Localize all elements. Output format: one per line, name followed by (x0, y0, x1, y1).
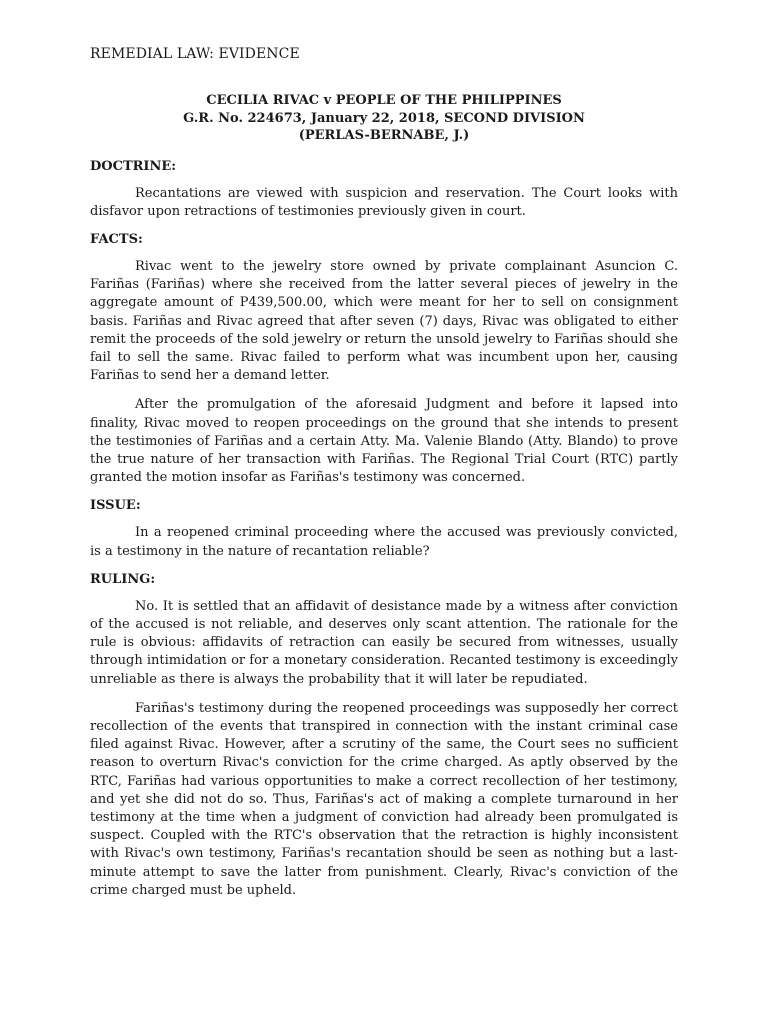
doctrine-heading: DOCTRINE: (90, 158, 177, 174)
facts-heading: FACTS: (90, 231, 143, 247)
case-title-ponente: (PERLAS-BERNABE, J.) (298, 128, 470, 143)
case-title-parties: CECILIA RIVAC v PEOPLE OF THE PHILIPPINES (206, 93, 562, 108)
issue-heading: ISSUE: (90, 498, 141, 514)
issue-paragraph: In a reopened criminal proceeding where the accused was previously convicted, is a testimony in the nature of recantation reliable? (90, 525, 678, 559)
facts-paragraph-2: After the promulgation of the aforesaid Judgment and before it lapsed into finality, Rivac moved to reopen proceedings on the ground that she intends to present the testimonies of Fariñas and a certain Atty. Ma. Valenie Blando (Atty. Blando) to prove the true nature of her transaction with Fariñas. The Regional Trial Court (RTC) partly granted the motion insofar as Fariñas's testimony was concerned. (90, 397, 678, 486)
ruling-heading: RULING: (90, 571, 156, 587)
facts-paragraph-1: Rivac went to the jewelry store owned by private complainant Asuncion C. Fariñas (Fariñas) where she received from the latter several pieces of jewelry in the aggregate amount of P439,500.00, which were meant for her to sell on consignment basis. Fariñas and Rivac agreed that after seven (7) days, Rivac was obligated to either remit the proceeds of the sold jewelry or return the unsold jewelry to Fariñas should she fail to sell the same. Rivac failed to perform what was incumbent upon her, causing Fariñas to send her a demand letter. (90, 258, 678, 384)
case-title-citation: G.R. No. 224673, January 22, 2018, SECOND DIVISION (183, 110, 585, 126)
running-head: REMEDIAL LAW: EVIDENCE (90, 46, 300, 62)
case-title (90, 92, 678, 145)
document-page (90, 46, 678, 911)
ruling-paragraph-2: Fariñas's testimony during the reopened proceedings was supposedly her correct recollection of the events that transpired in connection with the instant criminal case filed against Rivac. However, after a scrutiny of the same, the Court sees no sufficient reason to overturn Rivac's conviction for the crime charged. As aptly observed by the RTC, Fariñas had various opportunities to make a correct recollection of her testimony, and yet she did not do so. Thus, Fariñas's act of making a complete turnaround in her testimony at the time when a judgment of conviction had already been promulgated is suspect. Coupled with the RTC's observation that the retraction is highly inconsistent with Rivac's own testimony, Fariñas's recantation should be seen as nothing but a last-minute attempt to save the latter from punishment. Clearly, Rivac's conviction of the crime charged must be upheld. (90, 700, 678, 898)
ruling-paragraph-1: No. It is settled that an affidavit of desistance made by a witness after conviction of the accused is not reliable, and deserves only scant attention. The rationale for the rule is obvious: affidavits of retraction can easily be secured from witnesses, usually through intimidation or for a monetary consideration. Recanted testimony is exceedingly unreliable as there is always the probability that it will later be repudiated. (90, 598, 678, 687)
doctrine-paragraph: Recantations are viewed with suspicion and reservation. The Court looks with disfavor upon retractions of testimonies previously given in court. (90, 185, 678, 219)
